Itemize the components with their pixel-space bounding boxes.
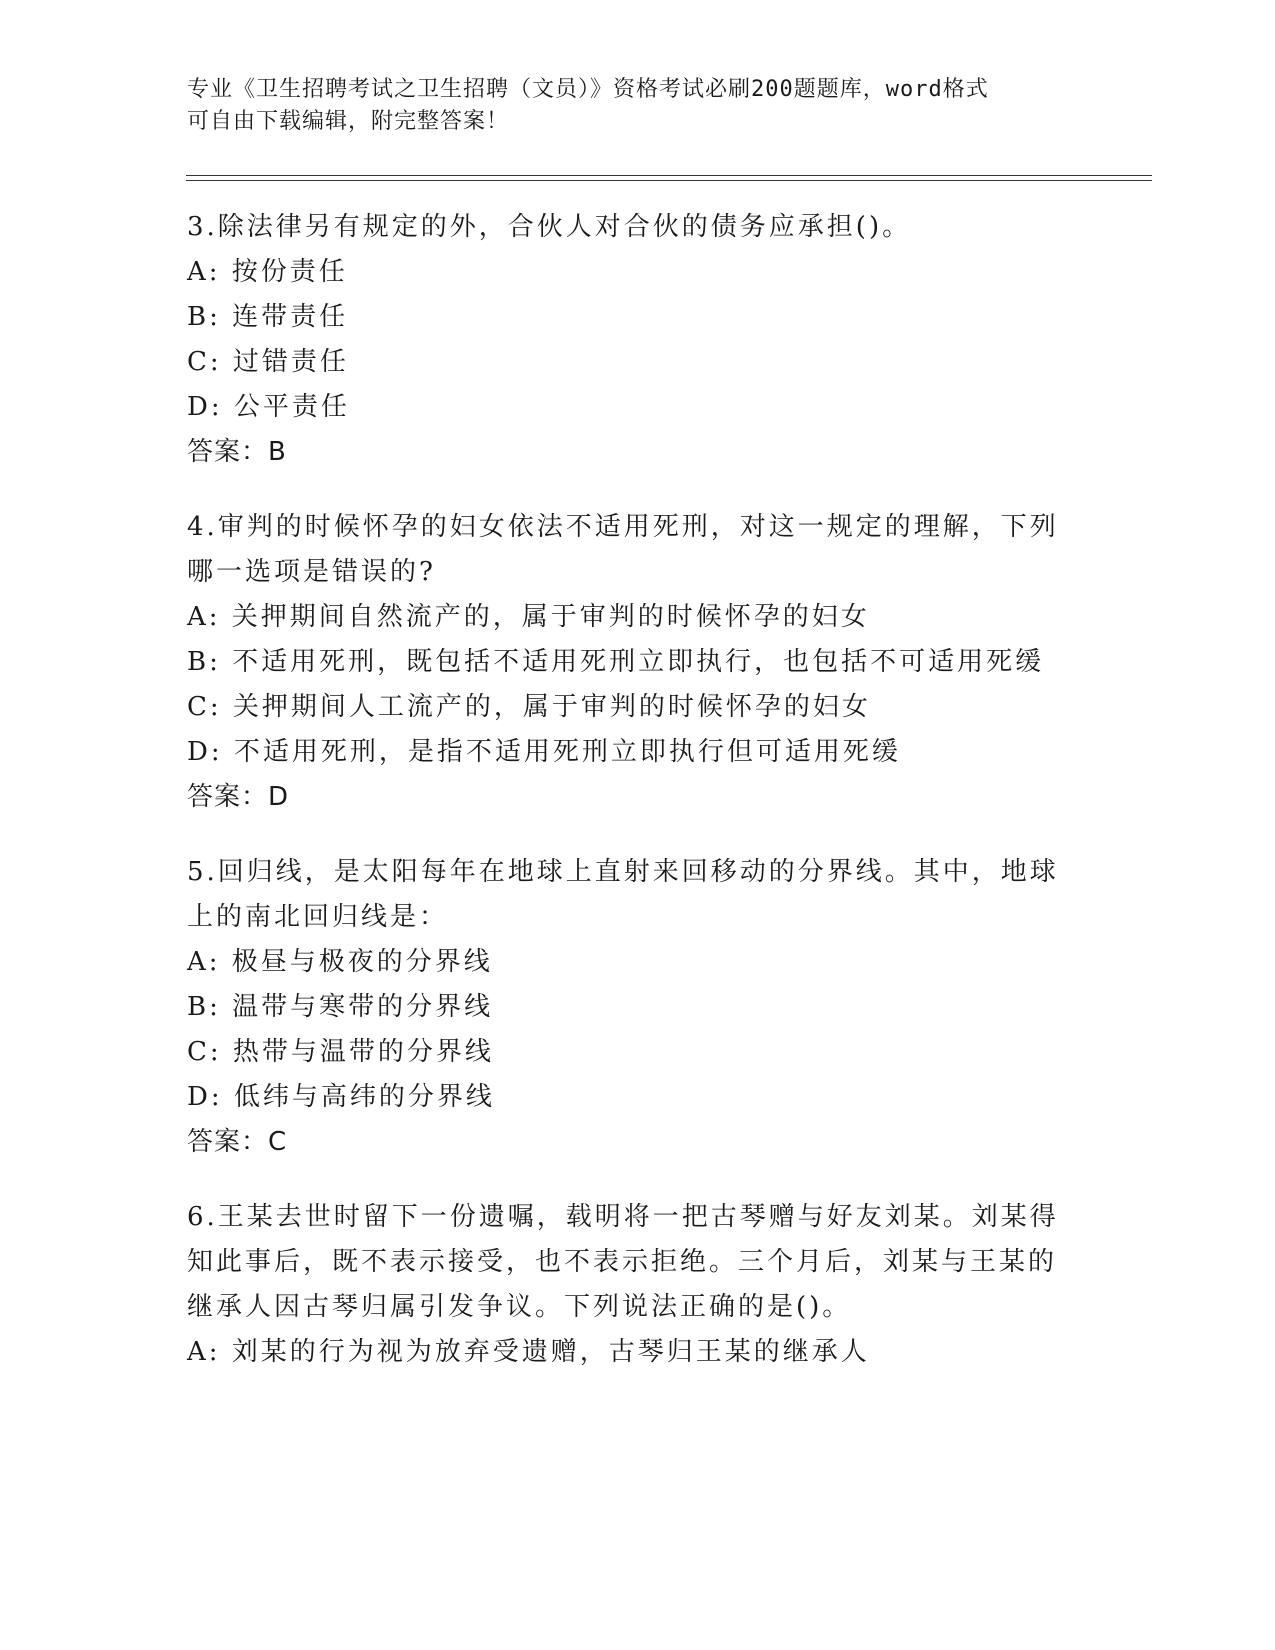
question-stem-line: 上的南北回归线是： [187, 902, 449, 932]
question-stem-line: 5.回归线，是太阳每年在地球上直射来回移动的分界线。其中，地球 [187, 857, 1059, 887]
header-line-2: 可自由下载编辑，附完整答案！ [187, 109, 510, 134]
option-c: C: 过错责任 [187, 347, 349, 377]
question-3 [187, 205, 1087, 475]
question-stem [187, 1195, 1087, 1330]
question-stem-line: 哪一选项是错误的? [187, 557, 436, 587]
option-a: A: 按份责任 [187, 257, 348, 287]
option-a: A: 刘某的行为视为放弃受遗赠，古琴归王某的继承人 [187, 1337, 870, 1367]
question-stem-line: 6.王某去世时留下一份遗嘱，载明将一把古琴赠与好友刘某。刘某得 [187, 1202, 1059, 1232]
question-stem [187, 505, 1087, 595]
question-stem-line: 4.审判的时候怀孕的妇女依法不适用死刑，对这一规定的理解，下列 [187, 512, 1059, 542]
option-a: A: 极昼与极夜的分界线 [187, 947, 493, 977]
question-list [187, 205, 1087, 1405]
answer-line: 答案：D [187, 782, 290, 812]
header-line-1: 专业《卫生招聘考试之卫生招聘（文员）》资格考试必刷200题题库，word格式 [187, 77, 989, 102]
option-b: B: 连带责任 [187, 302, 349, 332]
option-d: D: 不适用死刑，是指不适用死刑立即执行但可适用死缓 [187, 737, 901, 767]
header-divider-top [186, 175, 1152, 176]
option-d: D: 低纬与高纬的分界线 [187, 1082, 495, 1112]
question-stem-line: 3.除法律另有规定的外，合伙人对合伙的债务应承担()。 [187, 212, 912, 242]
option-a: A: 关押期间自然流产的，属于审判的时候怀孕的妇女 [187, 602, 870, 632]
option-b: B: 温带与寒带的分界线 [187, 992, 494, 1022]
question-stem-line: 知此事后，既不表示接受，也不表示拒绝。三个月后，刘某与王某的 [187, 1247, 1058, 1277]
answer-line: 答案：B [187, 437, 287, 467]
question-stem-line: 继承人因古琴归属引发争议。下列说法正确的是()。 [187, 1292, 852, 1322]
question-4 [187, 505, 1087, 820]
option-b: B: 不适用死刑，既包括不适用死刑立即执行，也包括不可适用死缓 [187, 647, 1045, 677]
question-5 [187, 850, 1087, 1165]
option-d: D: 公平责任 [187, 392, 350, 422]
header-divider-bottom [186, 180, 1152, 181]
option-c: C: 热带与温带的分界线 [187, 1037, 494, 1067]
option-c: C: 关押期间人工流产的，属于审判的时候怀孕的妇女 [187, 692, 871, 722]
question-stem [187, 850, 1087, 940]
question-stem [187, 205, 1087, 250]
question-6 [187, 1195, 1087, 1375]
answer-line: 答案：C [187, 1127, 288, 1157]
document-header [187, 74, 1067, 138]
